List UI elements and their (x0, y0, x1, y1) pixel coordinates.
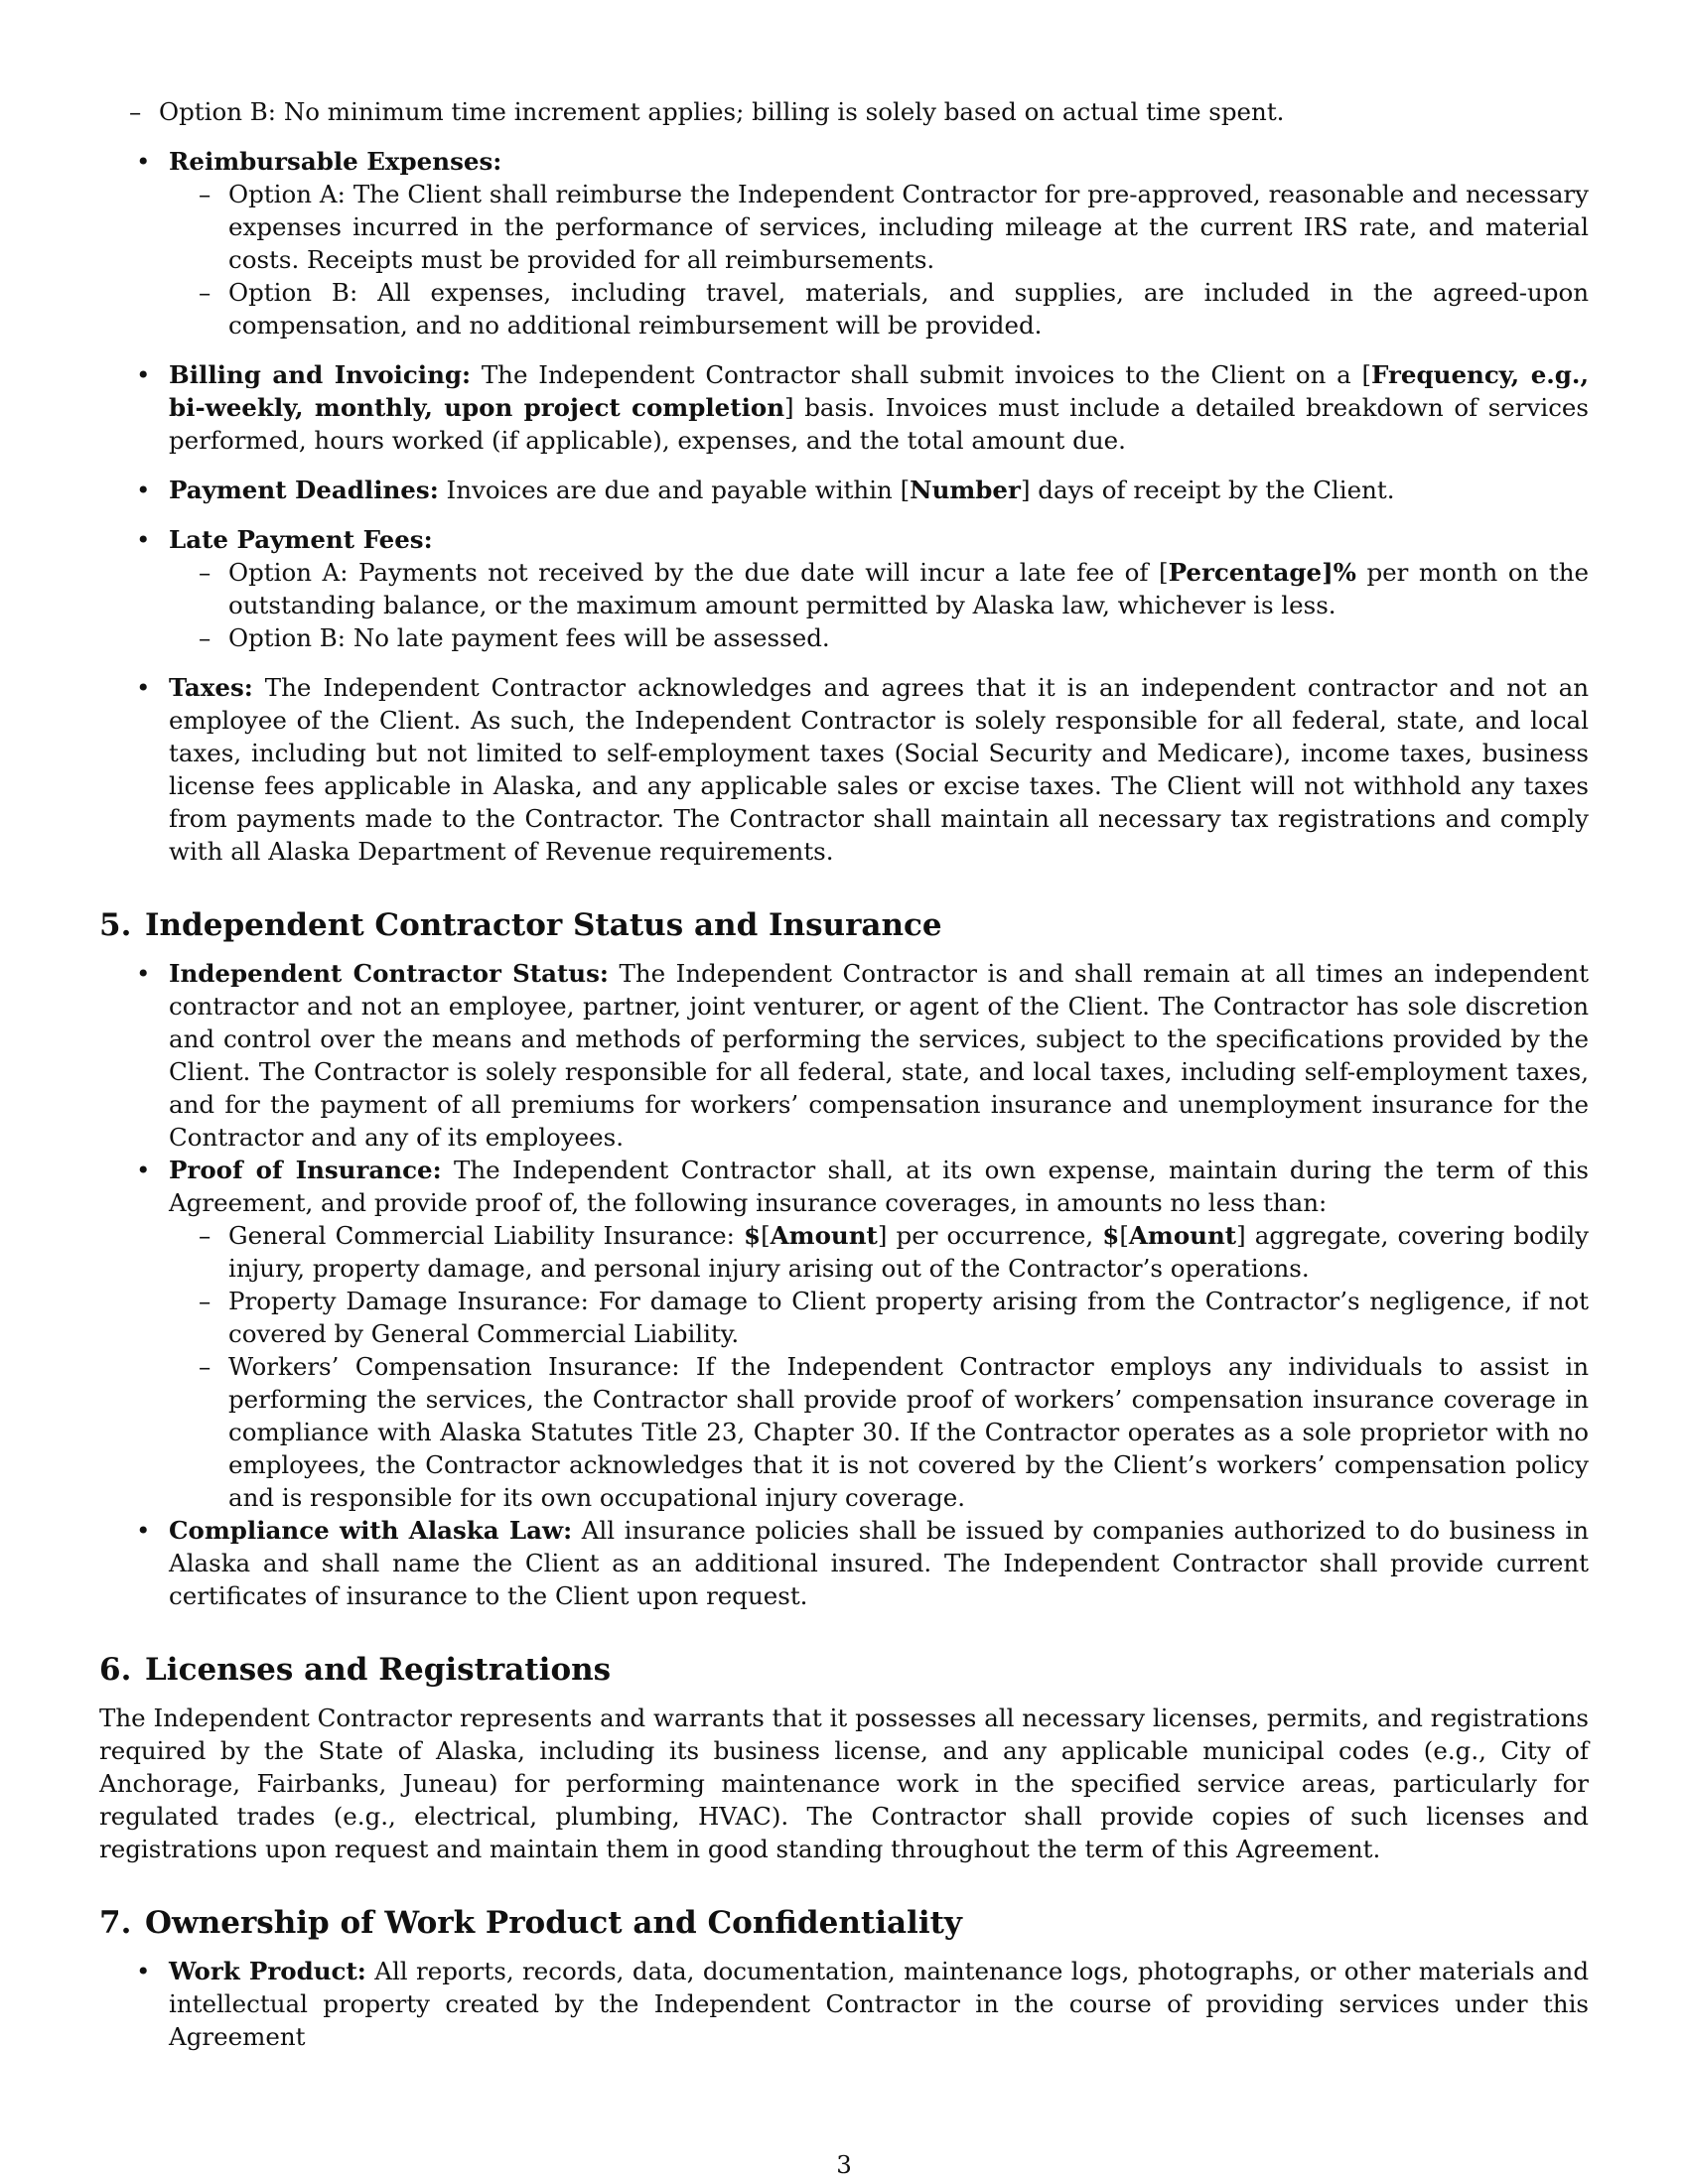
reimbursable-expenses-label: Reimbursable Expenses: (169, 147, 502, 176)
late-fees-item (99, 523, 1589, 654)
section-5-title: Independent Contractor Status and Insurance (145, 907, 942, 943)
payment-terms-list (99, 145, 1589, 868)
reimbursable-option-b-text: Option B: All expenses, including travel, materials, and supplies, are included in the agreed-upon compensation, and no additional reimbursement will be provided. (228, 278, 1589, 340)
work-product-text: All reports, records, data, documentation, maintenance logs, photographs, or other materials and intellectual property created by the Independent Contractor in the course of providing services under this Agreement (169, 1957, 1590, 2051)
late-option-a-text-3: per month on the outstanding balance, or the maximum amount permitted by Alaska law, whichever is less. (228, 558, 1589, 619)
section-6-heading (99, 1650, 1589, 1690)
gcl-dollar-1: $ (744, 1221, 762, 1250)
reimbursable-option-a (169, 178, 1589, 276)
workers-comp-item (169, 1350, 1589, 1514)
taxes-label: Taxes: (169, 673, 253, 702)
payment-deadlines-label: Payment Deadlines: (169, 476, 439, 504)
payment-text-1: Invoices are due and payable within [ (446, 476, 911, 504)
section-7-heading (99, 1903, 1589, 1943)
section-5-heading (99, 905, 1589, 945)
payment-placeholder: Number (910, 476, 1021, 504)
compliance-text: All insurance policies shall be issued by companies authorized to do business in Alaska and shall name the Client as an additional insured. The Independent Contractor shall provide current certificates of insurance to the Client upon request. (169, 1516, 1589, 1610)
proof-of-insurance-label: Proof of Insurance: (169, 1156, 442, 1184)
work-product-label: Work Product: (169, 1957, 366, 1985)
section-6-title: Licenses and Registrations (145, 1652, 612, 1688)
late-fees-label: Late Payment Fees: (169, 525, 433, 554)
contractor-status-text: The Independent Contractor is and shall remain at all times an independent contractor and not an employee, partner, joint venturer, or agent of the Client. The Contractor has sole discretion and control over the means and methods of performing the services, subject to the specifications provided by the Client. The Contractor is solely responsible for all federal, state, and local taxes, including self-employment taxes, and for the payment of all premiums for workers’ compensation insurance and unemployment insurance for the Contractor and any of its employees. (169, 959, 1589, 1152)
section-6-paragraph: The Independent Contractor represents and warrants that it possesses all necessary licenses, permits, and registrations required by the State of Alaska, including its business license, and any applicable municipal codes (e.g., City of Anchorage, Fairbanks, Juneau) for performing maintenance work in the specified service areas, particularly for regulated trades (e.g., electrical, plumbing, HVAC). The Contractor shall provide copies of such licenses and registrations upon request and maintain them in good standing throughout the term of this Agreement. (99, 1704, 1589, 1863)
billing-text-1: The Independent Contractor shall submit invoices to the Client on a [ (481, 360, 1372, 389)
section-6-number: 6. (99, 1652, 132, 1688)
compliance-label: Compliance with Alaska Law: (169, 1516, 573, 1545)
late-fee-options (99, 556, 1589, 654)
late-option-a-text-2: ]% (1322, 558, 1356, 587)
gcl-amount-1: Amount (770, 1221, 878, 1250)
insurance-coverages (99, 1219, 1589, 1514)
top-dash-list (99, 95, 1589, 128)
proof-of-insurance-item (99, 1154, 1589, 1514)
compliance-item (99, 1514, 1589, 1612)
reimbursable-option-a-text: Option A: The Client shall reimburse the Independent Contractor for pre-approved, reasonable and necessary expenses incurred in the performance of services, including mileage at the current IRS rate, and material costs. Receipts must be provided for all reimbursements. (228, 180, 1589, 274)
late-option-a (169, 556, 1589, 621)
billing-text-2: ] basis. Invoices must include a detailed breakdown of services performed, hours worked (if applicable), expenses, and the total amount due. (169, 393, 1589, 455)
late-option-a-text-1: Option A: Payments not received by the due date will incur a late fee of [ (228, 558, 1169, 587)
contractor-status-label: Independent Contractor Status: (169, 959, 609, 988)
gcl-dollar-2: $ (1102, 1221, 1120, 1250)
page-number: 3 (836, 2150, 852, 2179)
late-placeholder: Percentage (1168, 558, 1323, 587)
top-option-b (99, 95, 1589, 128)
general-liability-text-2: per occurrence, (887, 1221, 1103, 1250)
contractor-status-item (99, 957, 1589, 1154)
billing-item (99, 358, 1589, 457)
taxes-item (99, 671, 1589, 868)
payment-deadlines-item (99, 474, 1589, 506)
property-damage-item (169, 1285, 1589, 1350)
billing-placeholder: Frequency, e.g., bi-weekly, monthly, upon project completion (169, 360, 1589, 422)
reimbursable-option-b (169, 276, 1589, 341)
late-option-b (169, 621, 1589, 654)
general-liability-item: – General Commercial Liability Insurance: $[Amount] per occurrence, $[Amount] aggregate, covering bodily injury, property damage, and personal injury arising out of the Contractor’s operations. (169, 1219, 1589, 1285)
top-option-b-text: Option B: No minimum time increment applies; billing is solely based on actual time spent. (159, 97, 1285, 126)
section-7-title: Ownership of Work Product and Confidentiality (145, 1905, 962, 1941)
late-option-b-text: Option B: No late payment fees will be assessed. (228, 623, 830, 652)
general-liability-text-3: aggregate, covering bodily injury, property damage, and personal injury arising out of the Contractor’s operations. (228, 1221, 1590, 1283)
taxes-text: The Independent Contractor acknowledges and agrees that it is an independent contractor and not an employee of the Client. As such, the Independent Contractor is solely responsible for all federal, state, and local taxes, including but not limited to self-employment taxes (Social Security and Medicare), income taxes, business license fees applicable in Alaska, and any applicable sales or excise taxes. The Client will not withhold any taxes from payments made to the Contractor. The Contractor shall maintain all necessary tax registrations and comply with all Alaska Department of Revenue requirements. (169, 673, 1589, 866)
property-damage-text: Property Damage Insurance: For damage to Client property arising from the Contractor’s negligence, if not covered by General Commercial Liability. (228, 1287, 1589, 1348)
section-5-list (99, 957, 1589, 1612)
gcl-amount-2: Amount (1128, 1221, 1237, 1250)
section-7-list (99, 1955, 1589, 2053)
payment-text-2: ] days of receipt by the Client. (1020, 476, 1395, 504)
reimbursable-expenses-item (99, 145, 1589, 341)
general-liability-text-1: General Commercial Liability Insurance: (228, 1221, 745, 1250)
section-5-number: 5. (99, 907, 132, 943)
proof-of-insurance-text: The Independent Contractor shall, at its own expense, maintain during the term of this Agreement, and provide proof of, the following insurance coverages, in amounts no less than: (169, 1156, 1589, 1217)
workers-comp-text: Workers’ Compensation Insurance: If the Independent Contractor employs any individuals to assist in performing the services, the Contractor shall provide proof of workers’ compensation insurance coverage in compliance with Alaska Statutes Title 23, Chapter 30. If the Contractor operates as a sole proprietor with no employees, the Contractor acknowledges that it is not covered by the Client’s workers’ compensation policy and is responsible for its own occupational injury coverage. (228, 1352, 1589, 1512)
billing-label: Billing and Invoicing: (169, 360, 472, 389)
section-7-number: 7. (99, 1905, 132, 1941)
work-product-item (99, 1955, 1589, 2053)
document-page (99, 95, 1589, 2053)
reimbursable-options (99, 178, 1589, 341)
